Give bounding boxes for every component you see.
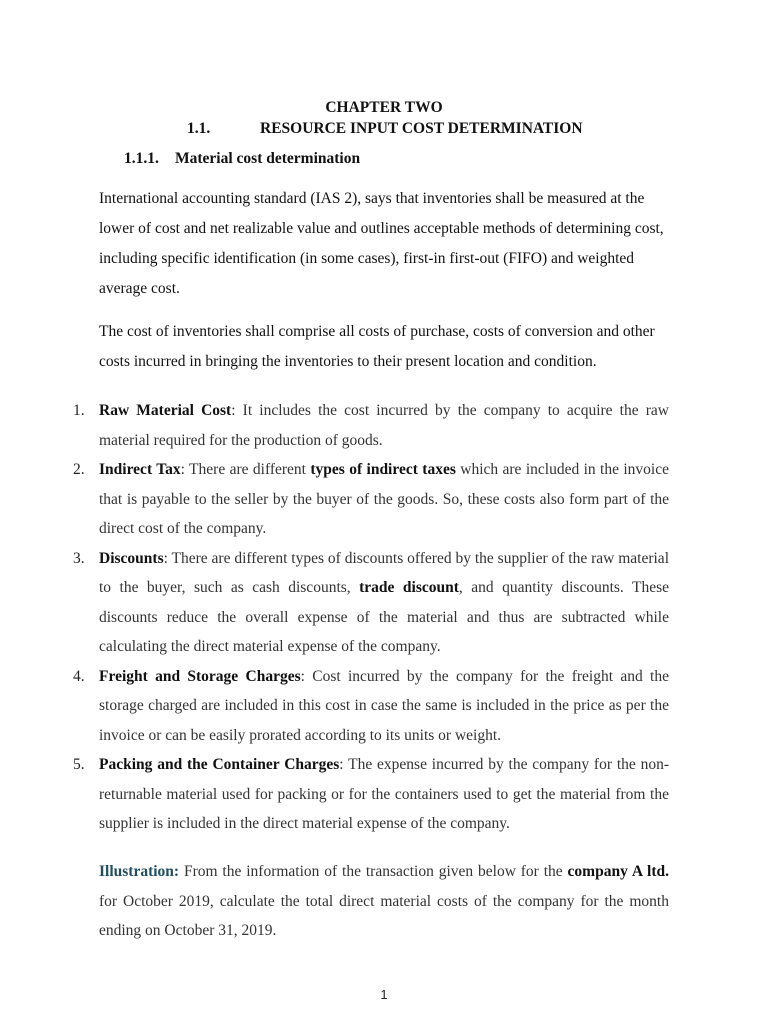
list-item-term: Packing and the Container Charges [99, 756, 340, 773]
subsection-title: Material cost determination [175, 150, 361, 167]
list-item-text: : There are different types of discounts offered by the supplier of the raw material to the buyer, such as cash discounts, [99, 549, 669, 596]
list-item-text: : The expense incurred by the company for the non-returnable material used for packing or for the containers used to get the material from the supplier is included in the direct material expense of the company. [99, 756, 669, 832]
list-item-emphasis: types of indirect taxes [310, 461, 456, 478]
list-item-term: Raw Material Cost [99, 402, 232, 419]
list-item-text: : Cost incurred by the company for the freight and the storage charged are included in this cost in case the same is included in the price as per the invoice or can be easily prorated according to its units or weight. [99, 667, 669, 744]
list-item-text: : It includes the cost incurred by the company to acquire the raw material required for the production of goods. [99, 402, 669, 449]
chapter-title: CHAPTER TWO [325, 99, 443, 116]
list-item [73, 455, 669, 544]
list-item-term: Discounts [99, 549, 164, 567]
list-item-term: Freight and Storage Charges [99, 667, 301, 685]
list-item-text: : There are different [180, 461, 311, 478]
list-marker: 1. [73, 402, 85, 419]
list-marker: 5. [73, 756, 85, 773]
paragraph-ias2: International accounting standard (IAS 2), says that inventories shall be measured at the lower of cost and net realizable value and outlines acceptable methods of determining cost, including specific identification (in some cases), first-in first-out (FIFO) and weighted average cost. [99, 190, 664, 297]
list-marker: 2. [73, 461, 85, 478]
subsection-heading [124, 149, 360, 169]
material-cost-components-list [73, 396, 669, 839]
list-item-text: which are included in the invoice that is payable to the seller by the buyer of the goods. So, these costs also form part of the direct cost of the company. [99, 461, 669, 537]
list-item [73, 544, 669, 662]
illustration-paragraph [99, 857, 669, 946]
section-heading [187, 119, 583, 139]
list-item-term: Indirect Tax [99, 461, 181, 478]
list-marker: 4. [73, 667, 85, 685]
list-item [73, 750, 669, 839]
illustration-text: From the information of the transaction given below for the [179, 863, 568, 880]
illustration-text: for October 2019, calculate the total direct material costs of the company for the month ending on October 31, 2019. [99, 892, 669, 939]
illustration-company: company A ltd. [567, 863, 669, 880]
illustration-label: Illustration: [99, 863, 180, 880]
paragraph-cost-of-inventories: The cost of inventories shall comprise all costs of purchase, costs of conversion and other costs incurred in bringing the inventories to their present location and condition. [99, 323, 655, 370]
section-title: RESOURCE INPUT COST DETERMINATION [260, 120, 583, 137]
page-number: 1 [380, 987, 388, 1002]
subsection-number: 1.1.1. [124, 150, 159, 167]
list-item-emphasis: trade discount [359, 579, 459, 596]
section-number: 1.1. [187, 120, 211, 137]
list-item [73, 396, 669, 455]
list-item [73, 662, 669, 751]
list-item-text: , and quantity discounts. These discounts reduce the overall expense of the material and thus are subtracted while calculating the direct material expense of the company. [99, 579, 669, 655]
list-marker: 3. [73, 549, 85, 567]
